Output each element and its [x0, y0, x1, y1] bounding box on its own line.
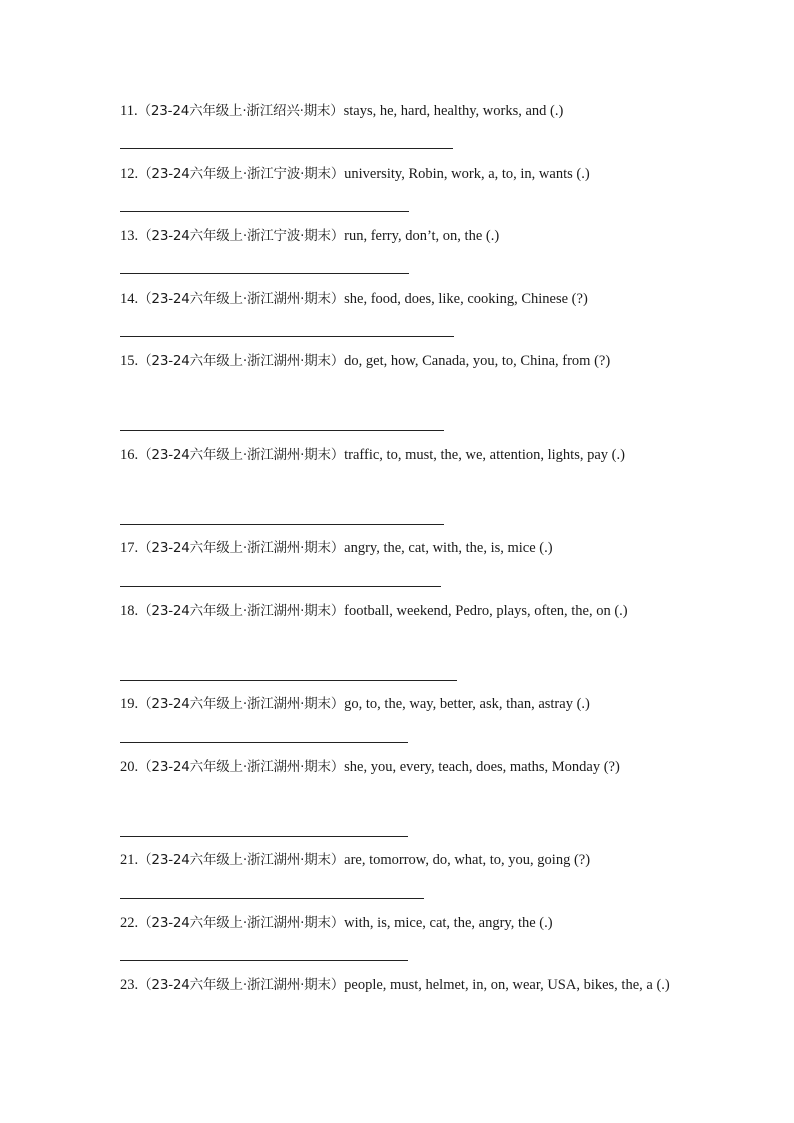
question-source: （23-24六年级上·浙江湖州·期末）: [138, 603, 345, 619]
question-20: [120, 752, 675, 783]
question-number: 16.: [120, 447, 139, 463]
question-source: （23-24六年级上·浙江湖州·期末）: [138, 852, 345, 868]
question-number: 21.: [120, 852, 139, 868]
question-number: 18.: [120, 603, 139, 619]
question-13: [120, 221, 675, 252]
question-number: 23.: [120, 977, 139, 993]
answer-line[interactable]: [120, 836, 408, 837]
question-source: （23-24六年级上·浙江湖州·期末）: [138, 540, 345, 556]
question-23: [120, 970, 675, 1001]
question-number: 17.: [120, 540, 139, 556]
question-12: [120, 159, 675, 190]
answer-line[interactable]: [120, 524, 444, 525]
question-number: 20.: [120, 759, 139, 775]
question-source: （23-24六年级上·浙江湖州·期末）: [138, 915, 345, 931]
question-words: are, tomorrow, do, what, to, you, going (?): [344, 852, 591, 868]
question-15: [120, 346, 675, 377]
answer-line[interactable]: [120, 273, 409, 274]
question-words: go, to, the, way, better, ask, than, astray (.): [344, 696, 590, 712]
question-words: traffic, to, must, the, we, attention, lights, pay (.): [344, 447, 625, 463]
question-16: [120, 440, 675, 471]
question-number: 19.: [120, 696, 139, 712]
answer-line[interactable]: [120, 680, 457, 681]
question-source: （23-24六年级上·浙江绍兴·期末）: [137, 103, 344, 119]
answer-line[interactable]: [120, 960, 408, 961]
question-19: [120, 689, 675, 720]
question-14: [120, 284, 675, 315]
question-22: [120, 908, 675, 939]
question-words: football, weekend, Pedro, plays, often, the, on (.): [344, 603, 628, 619]
question-words: she, food, does, like, cooking, Chinese (?): [344, 291, 588, 307]
answer-line[interactable]: [120, 336, 454, 337]
question-source: （23-24六年级上·浙江湖州·期末）: [138, 759, 345, 775]
question-words: stays, he, hard, healthy, works, and (.): [343, 103, 564, 119]
question-number: 13.: [120, 228, 139, 244]
question-source: （23-24六年级上·浙江湖州·期末）: [138, 447, 345, 463]
answer-line[interactable]: [120, 586, 441, 587]
question-source: （23-24六年级上·浙江宁波·期末）: [138, 166, 345, 182]
question-number: 22.: [120, 915, 139, 931]
answer-line[interactable]: [120, 898, 424, 899]
question-words: run, ferry, don’t, on, the (.): [344, 228, 500, 244]
question-words: with, is, mice, cat, the, angry, the (.): [344, 915, 553, 931]
answer-line[interactable]: [120, 148, 453, 149]
answer-line[interactable]: [120, 742, 408, 743]
question-words: university, Robin, work, a, to, in, wants (.): [344, 166, 590, 182]
question-words: angry, the, cat, with, the, is, mice (.): [344, 540, 553, 556]
question-source: （23-24六年级上·浙江湖州·期末）: [138, 353, 345, 369]
question-words: she, you, every, teach, does, maths, Monday (?): [344, 759, 620, 775]
question-source: （23-24六年级上·浙江湖州·期末）: [138, 977, 345, 993]
question-18: [120, 596, 675, 627]
question-number: 15.: [120, 353, 139, 369]
question-21: [120, 845, 675, 876]
question-number: 14.: [120, 291, 139, 307]
question-number: 12.: [120, 166, 139, 182]
answer-line[interactable]: [120, 430, 444, 431]
question-source: （23-24六年级上·浙江宁波·期末）: [138, 228, 345, 244]
question-source: （23-24六年级上·浙江湖州·期末）: [138, 291, 345, 307]
question-source: （23-24六年级上·浙江湖州·期末）: [138, 696, 345, 712]
question-11: [120, 96, 675, 127]
question-words: do, get, how, Canada, you, to, China, from (?): [344, 353, 611, 369]
question-number: 11.: [120, 103, 138, 119]
question-17: [120, 533, 675, 564]
answer-line[interactable]: [120, 211, 409, 212]
question-words: people, must, helmet, in, on, wear, USA, bikes, the, a (.): [344, 977, 670, 993]
